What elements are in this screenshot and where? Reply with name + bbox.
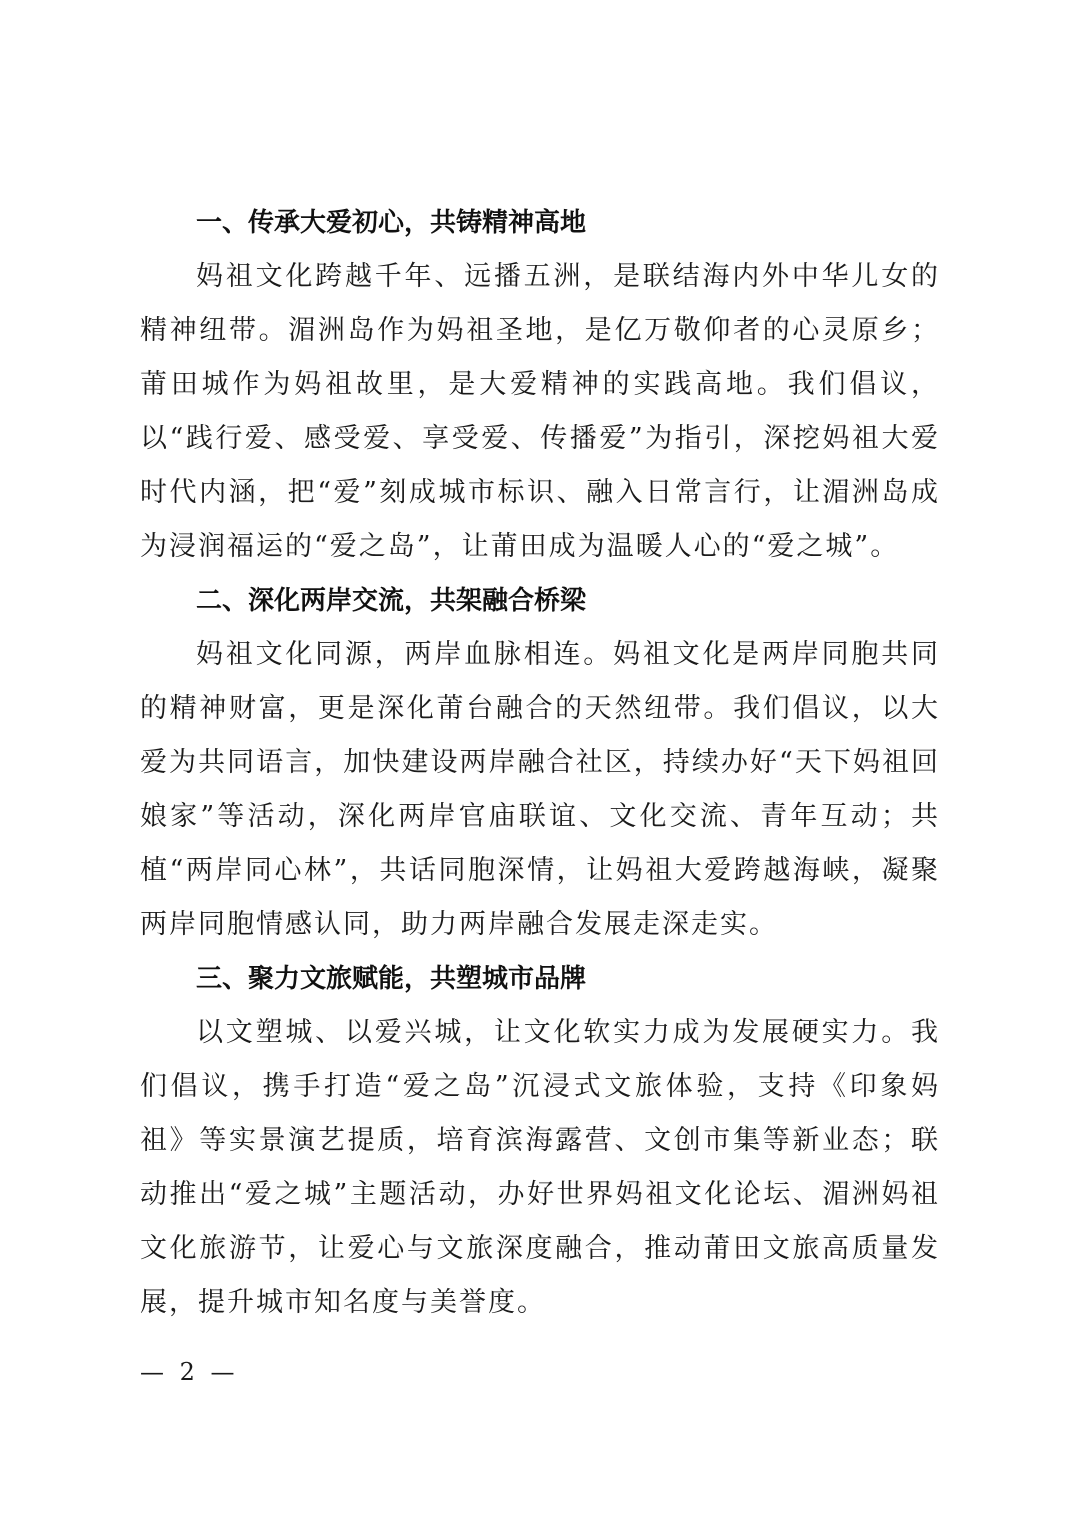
section-heading-3: 三、聚力文旅赋能，共塑城市品牌: [196, 964, 587, 994]
section-paragraph-1: 妈祖文化跨越千年、远播五洲，是联结海内外中华儿女的精神纽带。湄洲岛作为妈祖圣地，是亿万敬仰者的心灵原乡；莆田城作为妈祖故里，是大爱精神的实践高地。我们倡议，以“践行爱、感受爱、享受爱、传播爱”为指引，深挖妈祖大爱时代内涵，把“爱”刻成城市标识、融入日常言行，让湄洲岛成为浸润福运的“爱之岛”，让莆田成为温暖人心的“爱之城”。: [140, 261, 940, 562]
section-heading-1: 一、传承大爱初心，共铸精神高地: [196, 208, 587, 238]
page-number: — 2 —: [140, 1358, 239, 1386]
document-body: [140, 196, 940, 1330]
section-paragraph-3: 以文塑城、以爱兴城，让文化软实力成为发展硬实力。我们倡议，携手打造“爱之岛”沉浸式文旅体验，支持《印象妈祖》等实景演艺提质，培育滨海露营、文创市集等新业态；联动推出“爱之城”主题活动，办好世界妈祖文化论坛、湄洲妈祖文化旅游节，让爱心与文旅深度融合，推动莆田文旅高质量发展，提升城市知名度与美誉度。: [140, 1017, 940, 1318]
section-paragraph-2: 妈祖文化同源，两岸血脉相连。妈祖文化是两岸同胞共同的精神财富，更是深化莆台融合的天然纽带。我们倡议，以大爱为共同语言，加快建设两岸融合社区，持续办好“天下妈祖回娘家”等活动，深化两岸官庙联谊、文化交流、青年互动；共植“两岸同心林”，共话同胞深情，让妈祖大爱跨越海峡，凝聚两岸同胞情感认同，助力两岸融合发展走深走实。: [140, 639, 940, 940]
section-heading-2: 二、深化两岸交流，共架融合桥梁: [196, 586, 587, 616]
